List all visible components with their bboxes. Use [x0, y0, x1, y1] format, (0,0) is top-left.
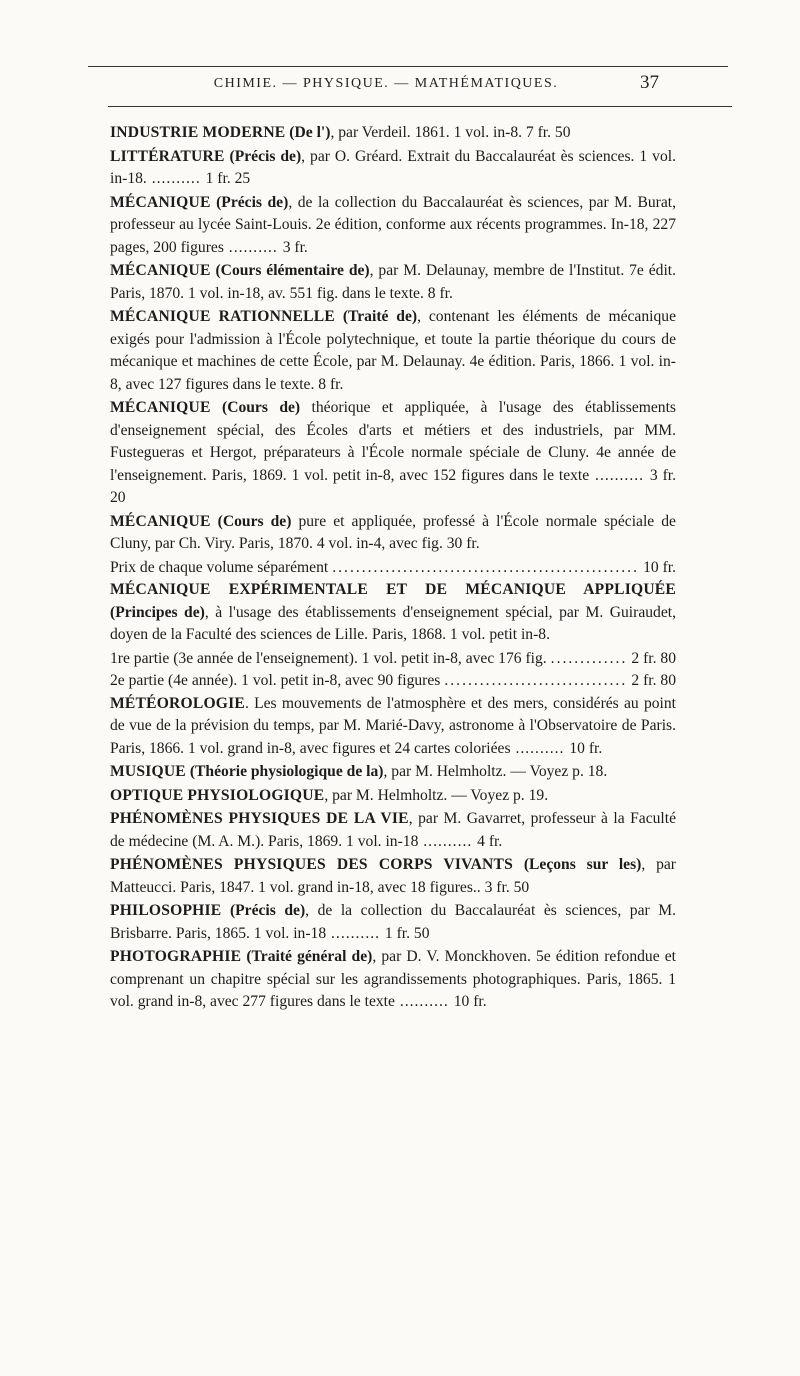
catalog-entry	[110, 761, 676, 784]
leader-dots	[551, 648, 628, 671]
entry-description: théorique et appliquée, à l'usage des établissements d'enseignement spécial, des Écoles d'arts et métiers et des industriels, par MM. Fustegueras et Hergot, préparateurs à l'École normale spéciale de Cluny. 4e année de l'enseignement. Paris, 1869. 1 vol. petit in-8, avec 152 figures dans le texte	[110, 399, 676, 484]
volume-part-label: 2e partie (4e année). 1 vol. petit in-8, avec 90 figures	[110, 672, 441, 689]
entry-title: PHÉNOMÈNES PHYSIQUES DE LA VIE	[110, 810, 409, 827]
entry-title: MÉTÉOROLOGIE	[110, 694, 245, 712]
leader-dots: ..........	[589, 466, 650, 484]
catalog-entry	[110, 260, 676, 305]
entry-title: PHÉNOMÈNES PHYSIQUES DES CORPS VIVANTS	[110, 856, 513, 873]
leader-dots: ..........	[418, 832, 478, 850]
catalog-entry	[110, 854, 676, 899]
entry-title: MÉCANIQUE	[110, 193, 211, 211]
entry-description: , par Matteucci. Paris, 1847. 1 vol. grand in-18, avec 18 figures.. 3 fr. 50	[110, 856, 676, 896]
volume-part-price: 2 fr. 80	[631, 672, 676, 689]
leader-dots	[444, 670, 627, 693]
entry-description: , contenant les éléments de mécanique exigés pour l'admission à l'École polytechnique, et toute la partie théorique du cours de mécanique et machines de cette École, par M. Delaunay. 4e édition. Paris, 1866. 1 vol. in-8, avec 127 figures dans le texte. 8 fr.	[110, 308, 676, 393]
entry-title: PHILOSOPHIE	[110, 902, 222, 919]
leader-dots	[332, 557, 639, 580]
catalog-entry	[110, 122, 676, 145]
entry-title: LITTÉRATURE	[110, 147, 225, 165]
entry-subtitle: (Cours de)	[222, 399, 301, 416]
separate-price-value: 10 fr.	[643, 558, 676, 576]
leader-dots: ..........	[223, 238, 283, 256]
page-number: 37	[640, 72, 659, 93]
entry-description: , par M. Delaunay, membre de l'Institut. 7e édit. Paris, 1870. 1 vol. in-18, av. 551 fig. dans le texte. 8 fr.	[110, 262, 677, 302]
entry-description: . Les mouvements de l'atmosphère et des mers, considérés au point de vue de la prévision du temps, par M. Marié-Davy, astronome à l'Observatoire de Paris. Paris, 1866. 1 vol. grand in-8, avec figures et 24 cartes coloriées	[110, 694, 676, 757]
entry-subtitle: (Théorie physiologique de la)	[189, 763, 384, 780]
entry-title: MÉCANIQUE	[110, 262, 211, 279]
volume-part-line	[110, 648, 676, 671]
catalog-entry	[110, 511, 676, 556]
catalog-entry	[110, 146, 676, 191]
header-rule	[108, 106, 732, 107]
entry-subtitle: (Précis de)	[229, 902, 306, 919]
entry-title: INDUSTRIE MODERNE	[110, 124, 286, 141]
volume-part-line	[110, 670, 676, 693]
entry-subtitle: (Précis de)	[216, 193, 289, 211]
entry-title: MÉCANIQUE RATIONNELLE	[110, 308, 335, 325]
catalog-entry	[110, 397, 676, 510]
volume-part-price: 2 fr. 80	[631, 649, 676, 667]
separate-price-label: Prix de chaque volume séparément	[110, 558, 329, 576]
entry-subtitle: (Cours de)	[217, 512, 292, 530]
entry-subtitle: (Principes de)	[110, 603, 205, 621]
catalog-entry	[110, 306, 676, 396]
entry-title: MÉCANIQUE	[110, 399, 211, 416]
entry-description: , de la collection du Baccalauréat ès sciences, par M. Brisbarre. Paris, 1865. 1 vol. in-18	[110, 902, 676, 942]
catalog-entry	[110, 785, 676, 808]
catalog-listing	[110, 122, 676, 1015]
entry-price: 10 fr.	[569, 739, 603, 757]
leader-dots: ..........	[146, 170, 206, 187]
entry-description: , par M. Gavarret, professeur à la Faculté de médecine (M. A. M.). Paris, 1869. 1 vol. in-18	[110, 810, 676, 850]
entry-description: , par Verdeil. 1861. 1 vol. in-8. 7 fr. 50	[330, 124, 571, 141]
running-header: CHIMIE. — PHYSIQUE. — MATHÉMATIQUES.	[213, 76, 559, 91]
entry-price: 4 fr.	[477, 832, 503, 850]
entry-price: 10 fr.	[453, 993, 487, 1010]
entry-subtitle: (Cours élémentaire de)	[215, 262, 370, 279]
leader-dots: ..........	[326, 924, 385, 942]
entry-description: , de la collection du Baccalauréat ès sciences, par M. Burat, professeur au lycée Saint-Louis. 2e édition, conforme aux récents programmes. In-18, 227 pages, 200 figures	[110, 193, 677, 256]
leader-dots: ..........	[394, 993, 454, 1010]
catalog-entry	[110, 946, 676, 1014]
volume-part-label: 1re partie (3e année de l'enseignement). 1 vol. petit in-8, avec 176 fig.	[110, 649, 547, 667]
entry-description: , à l'usage des établissements d'enseignement spécial, par M. Guiraudet, doyen de la Faculté des sciences de Lille. Paris, 1868. 1 vol. petit in-8.	[110, 603, 677, 643]
catalog-entry	[110, 900, 676, 945]
entry-subtitle: (Précis de)	[229, 147, 302, 165]
entry-price: 3 fr.	[282, 238, 308, 256]
leader-dots: ..........	[510, 739, 570, 757]
entry-title: MÉCANIQUE EXPÉRIMENTALE ET DE MÉCANIQUE APPLIQUÉE	[110, 581, 676, 598]
catalog-entry	[110, 808, 676, 853]
entry-subtitle: (Traité de)	[342, 308, 418, 325]
entry-description: , par M. Helmholtz. — Voyez p. 19.	[324, 786, 549, 804]
entry-price: 3 fr. 20	[110, 466, 676, 506]
entry-description: , par O. Gréard. Extrait du Baccalauréat ès sciences. 1 vol. in-18.	[110, 147, 676, 187]
entry-description: , par D. V. Monckhoven. 5e édition refondue et comprenant un chapitre spécial sur les agrandissements photographiques. Paris, 1865. 1 vol. grand in-8, avec 277 figures dans le texte	[110, 948, 677, 1010]
entry-subtitle: (Leçons sur les)	[523, 856, 642, 873]
catalog-entry	[110, 192, 676, 260]
catalog-entry	[110, 579, 676, 647]
entry-description: , par M. Helmholtz. — Voyez p. 18.	[383, 763, 608, 780]
entry-title: PHOTOGRAPHIE	[110, 948, 242, 965]
catalog-entry	[110, 693, 676, 761]
separate-price-line	[110, 557, 676, 580]
top-rule	[88, 66, 728, 67]
entry-subtitle: (Traité général de)	[246, 948, 373, 965]
entry-subtitle: (De l')	[289, 124, 331, 141]
entry-price: 1 fr. 25	[205, 170, 251, 187]
entry-title: MÉCANIQUE	[110, 512, 211, 530]
entry-title: MUSIQUE	[110, 763, 186, 780]
entry-price: 1 fr. 50	[384, 924, 430, 942]
entry-description: pure et appliquée, professé à l'École normale spéciale de Cluny, par Ch. Viry. Paris, 1870. 4 vol. in-4, avec fig. 30 fr.	[110, 512, 676, 552]
entry-title: OPTIQUE PHYSIOLOGIQUE	[110, 786, 325, 804]
